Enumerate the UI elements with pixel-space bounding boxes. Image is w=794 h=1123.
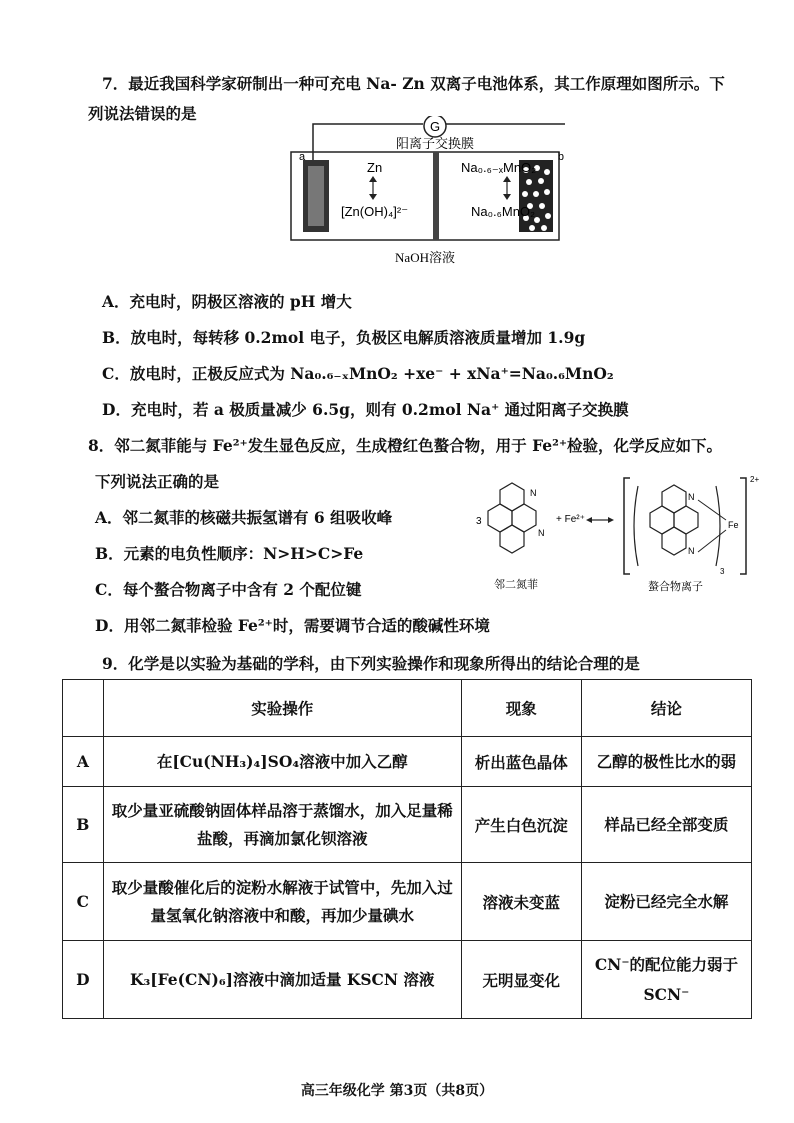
q8-stem-line1: 8．邻二氮菲能与 Fe²⁺发生显色反应，生成橙红色螯合物，用于 Fe²⁺检验，化学反应如下。 <box>88 436 723 455</box>
header-phenomenon: 现象 <box>461 680 581 737</box>
table-header-row <box>63 680 752 737</box>
galvanometer-label: G <box>429 119 441 134</box>
left-bottom-species: [Zn(OH)₄]²⁻ <box>341 204 409 219</box>
q8-option-c: C．每个螯合物离子中含有 2 个配位键 <box>95 580 362 599</box>
row-phenomenon: 析出蓝色晶体 <box>461 737 581 787</box>
table-row <box>63 863 752 941</box>
row-conclusion: 乙醇的极性比水的弱 <box>581 737 751 787</box>
row-operation: 取少量亚硫酸钠固体样品溶于蒸馏水，加入足量稀盐酸，再滴加氯化钡溶液 <box>103 787 461 863</box>
table-row <box>63 941 752 1019</box>
header-conclusion: 结论 <box>581 680 751 737</box>
coefficient: 3 <box>476 516 482 527</box>
left-top-species: Zn <box>367 160 383 175</box>
reactant-n-bottom: N <box>538 528 545 538</box>
row-label: B <box>63 787 104 863</box>
row-operation: K₃[Fe(CN)₆]溶液中滴加适量 KSCN 溶液 <box>103 941 461 1019</box>
q7-option-a: A．充电时，阴极区溶液的 pH 增大 <box>102 292 352 311</box>
row-conclusion: 淀粉已经完全水解 <box>581 863 751 941</box>
row-label: D <box>63 941 104 1019</box>
row-operation: 在[Cu(NH₃)₄]SO₄溶液中加入乙醇 <box>103 737 461 787</box>
row-label: A <box>63 737 104 787</box>
header-operation: 实验操作 <box>103 680 461 737</box>
plus-fe: + Fe²⁺ <box>556 514 585 525</box>
row-phenomenon: 产生白色沉淀 <box>461 787 581 863</box>
electrode-a-label: a <box>299 151 306 163</box>
electrode-b-label: b <box>557 151 564 163</box>
phenanthroline-reaction-figure <box>470 470 770 610</box>
reactant-label: 邻二氮菲 <box>494 579 538 591</box>
table-row <box>63 737 752 787</box>
q9-stem: 9．化学是以实验为基础的学科，由下列实验操作和现象所得出的结论合理的是 <box>102 654 640 673</box>
experiment-table <box>62 679 752 1019</box>
reactant-n-top: N <box>530 488 537 498</box>
q7-option-d: D．充电时，若 a 极质量减少 6.5g，则有 0.2mol Na⁺ 通过阳离子交换膜 <box>102 400 629 419</box>
row-conclusion: CN⁻的配位能力弱于SCN⁻ <box>581 941 751 1019</box>
row-phenomenon: 无明显变化 <box>461 941 581 1019</box>
cation-exchange-membrane <box>433 152 439 240</box>
membrane-label: 阳离子交换膜 <box>395 136 475 151</box>
q8-stem-line2: 下列说法正确的是 <box>95 472 220 491</box>
product-n-top: N <box>688 492 695 502</box>
q7-stem-line1: 7．最近我国科学家研制出一种可充电 Na- Zn 双离子电池体系，其工作原理如图所示。下 <box>102 74 725 93</box>
page-footer: 高三年级化学 第3页（共8页） <box>300 1083 494 1099</box>
row-conclusion: 样品已经全部变质 <box>581 787 751 863</box>
right-top-species: Na₀.₆₋ₓMnO₂ <box>461 160 537 175</box>
right-bottom-species: Na₀.₆MnO₂ <box>471 204 536 219</box>
q8-option-a: A．邻二氮菲的核磁共振氢谱有 6 组吸收峰 <box>95 508 393 527</box>
q7-stem-line2: 列说法错误的是 <box>88 104 197 123</box>
complex-charge: 2+ <box>750 475 760 484</box>
ligand-subscript: 3 <box>720 567 725 576</box>
solution-label: NaOH溶液 <box>395 250 455 265</box>
row-phenomenon: 溶液未变蓝 <box>461 863 581 941</box>
q7-option-c: C．放电时，正极反应式为 Na₀.₆₋ₓMnO₂ +xe⁻ + xNa⁺=Na₀.₆MnO₂ <box>102 364 614 383</box>
row-label: C <box>63 863 104 941</box>
row-operation: 取少量酸催化后的淀粉水解液于试管中，先加入过量氢氧化钠溶液中和酸，再加少量碘水 <box>103 863 461 941</box>
q8-option-d: D．用邻二氮菲检验 Fe²⁺时，需要调节合适的酸碱性环境 <box>95 616 490 635</box>
product-n-bottom: N <box>688 546 695 556</box>
product-label: 螯合物离子 <box>648 581 703 593</box>
phenanthroline-molecule <box>488 483 536 553</box>
table-row <box>63 787 752 863</box>
battery-diagram <box>285 116 565 266</box>
fe-center: Fe <box>728 520 739 530</box>
q8-option-b: B．元素的电负性顺序：N>H>C>Fe <box>95 544 364 563</box>
header-blank <box>63 680 104 737</box>
q7-option-b: B．放电时，每转移 0.2mol 电子，负极区电解质溶液质量增加 1.9g <box>102 328 586 347</box>
